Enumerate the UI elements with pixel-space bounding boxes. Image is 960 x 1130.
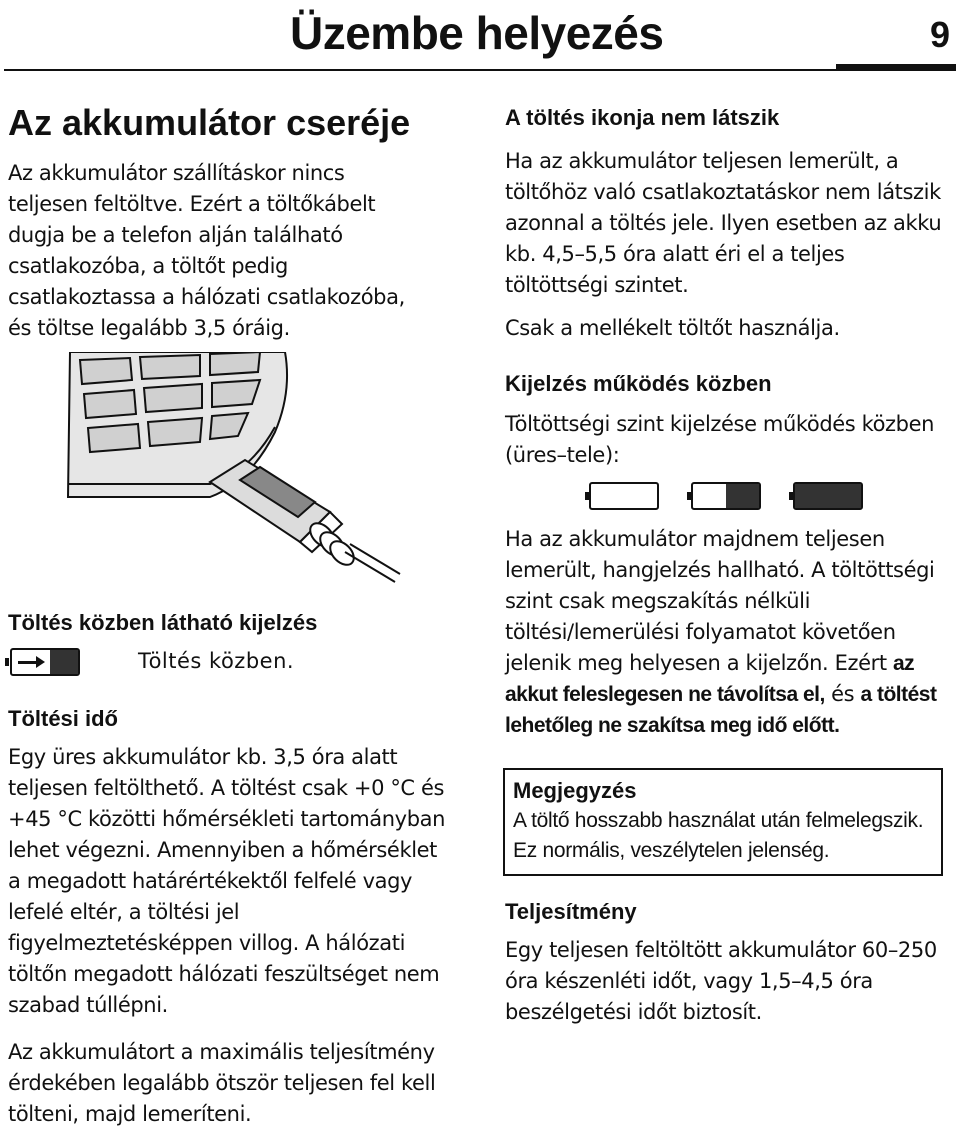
charge-time-heading: Töltési idő — [8, 706, 118, 731]
note-box — [503, 768, 943, 876]
low-battery-warning-paragraph — [505, 524, 953, 741]
phone-charger-illustration — [60, 352, 410, 584]
icon-missing-heading: A töltés ikonja nem látszik — [505, 105, 780, 130]
intro-paragraph: Az akkumulátor szállításkor nincs teljesen feltöltve. Ezért a töltőkábelt dugja be a telefon alján található csatlakozóba, a töltőt pedig csatlakoztassa a hálózati csatlakozóba, és töltse legalább 3,5 óráig. — [8, 161, 405, 340]
header-rule-accent — [836, 64, 956, 71]
battery-empty-icon — [589, 482, 659, 510]
performance-heading: Teljesítmény — [505, 899, 637, 924]
warning-bold-remove: az akkut feleslegesen ne távolítsa el, — [505, 652, 915, 706]
operation-display-heading: Kijelzés működés közben — [505, 371, 772, 396]
page-title: Üzembe helyezés — [290, 7, 664, 59]
warning-mid-text: és — [831, 682, 855, 706]
battery-full-icon — [793, 482, 863, 510]
note-title: Megjegyzés — [513, 778, 637, 803]
section-title: Az akkumulátor cseréje — [8, 102, 411, 143]
charging-battery-icon — [10, 648, 80, 676]
charger-note-paragraph: Csak a mellékelt töltőt használja. — [505, 316, 840, 340]
warning-text: Ha az akkumulátor majdnem teljesen lemerült, hangjelzés hallható. A töltöttségi szint csak megszakítás nélküli töltési/lemerülési folyamatot követően jelenik meg helyesen a kijelzőn. Ezért — [505, 527, 935, 675]
charging-status-text: Töltés közben. — [138, 649, 295, 673]
battery-level-icons — [589, 482, 863, 510]
operation-display-paragraph: Töltöttségi szint kijelzése működés közben (üres–tele): — [505, 412, 935, 467]
page-header — [0, 0, 960, 76]
note-text: A töltő hosszabb használat után felmelegszik. Ez normális, veszélytelen jelenség. — [513, 809, 924, 862]
performance-paragraph: Egy teljesen feltöltött akkumulátor 60–250 óra készenléti időt, vagy 1,5–4,5 óra beszélgetési időt biztosít. — [505, 938, 937, 1024]
battery-half-icon — [691, 482, 761, 510]
display-heading: Töltés közben látható kijelzés — [8, 610, 318, 635]
left-column — [8, 100, 453, 344]
warning-bold-interrupt: a töltést lehetőleg ne szakítsa meg idő előtt. — [505, 683, 937, 737]
page-number: 9 — [930, 14, 951, 55]
icon-missing-paragraph: Ha az akkumulátor teljesen lemerült, a töltőhöz való csatlakoztatáskor nem látszik azonnal a töltés jele. Ilyen esetben az akku kb. 4,5–5,5 óra alatt éri el a teljes töltöttségi szintet. — [505, 149, 942, 297]
header-rule — [4, 69, 956, 71]
battery-cycle-paragraph: Az akkumulátort a maximális teljesítmény érdekében legalább ötször teljesen fel kell tölteni, majd lemeríteni. — [8, 1040, 436, 1126]
charge-time-paragraph: Egy üres akkumulátor kb. 3,5 óra alatt teljesen feltölthető. A töltést csak +0 °C és +45 °C közötti hőmérsékleti tartományban lehet végezni. Amennyiben a hőmérséklet a megadott határértékektől felfelé vagy lefelé eltér, a töltési jel figyelmeztetésképpen villog. A hálózati töltőn megadott hálózati feszültséget nem szabad túllépni. — [8, 745, 446, 1017]
